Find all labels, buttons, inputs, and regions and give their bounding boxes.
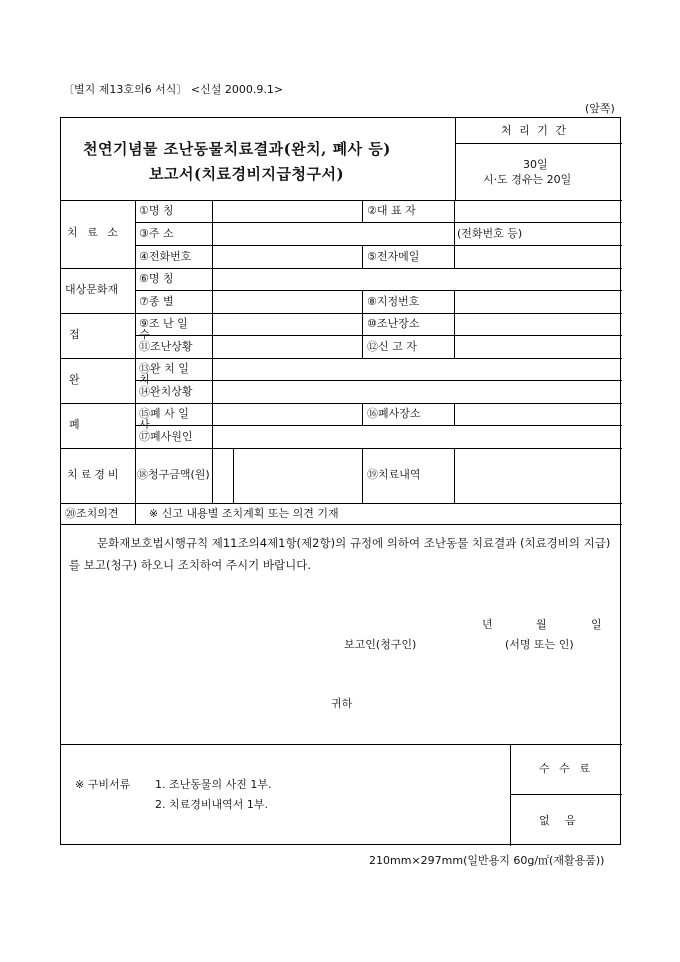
- field-treatment-details: ⑲치료내역: [367, 468, 421, 481]
- field-heritage-name: ⑥명 칭: [139, 272, 174, 285]
- section-target-heritage: 대상문화재: [65, 283, 119, 296]
- date-year: 년: [482, 618, 493, 631]
- field-death-date: ⑮폐 사 일: [139, 407, 189, 420]
- field-clinic-name: ①명 칭: [139, 204, 174, 217]
- form-title-line1: 천연기념물 조난동물치료결과(완치, 폐사 등): [83, 140, 391, 158]
- field-reporter: ⑫신 고 자: [367, 340, 417, 353]
- field-opinion-note: ※ 신고 내용별 조치계획 또는 의견 기재: [149, 507, 339, 520]
- form-title-line2: 보고서(치료경비지급청구서): [149, 165, 345, 183]
- field-phone: ④전화번호: [139, 250, 192, 263]
- attachment-item-photo: 1. 조난동물의 사진 1부.: [155, 778, 272, 791]
- section-reception: 접 수: [69, 328, 178, 341]
- paper-spec: 210mm×297mm(일반용지 60g/㎡(재활용품)): [369, 854, 605, 867]
- field-address-note: (전화번호 등): [457, 227, 523, 240]
- section-death: 폐 사: [69, 418, 178, 431]
- field-distress-situation: ⑪조난상황: [139, 340, 193, 353]
- report-form: [60, 117, 621, 845]
- page-side-label: (앞쪽): [585, 102, 615, 115]
- field-designation-number: ⑧지정번호: [367, 295, 420, 308]
- attachments-label: ※ 구비서류: [75, 778, 131, 791]
- processing-note: 시·도 경유는 20일: [483, 173, 572, 186]
- reporter-label: 보고인(청구인): [344, 638, 417, 651]
- fee-label: 수 수 료: [539, 762, 593, 775]
- field-claim-amount: ⑱청구금액(원): [137, 468, 210, 481]
- field-distress-place: ⑩조난장소: [367, 317, 420, 330]
- processing-period-label: 처 리 기 간: [501, 124, 568, 137]
- date-day: 일: [591, 618, 602, 631]
- field-email: ⑤전자메일: [367, 250, 420, 263]
- section-clinic: 치 료 소: [67, 226, 121, 239]
- statement-text: 문화재보호법시행규칙 제11조의4제1항(제2항)의 규정에 의하여 조난동물 치료결과 (치료경비의 지급)를 보고(청구) 하오니 조치하여 주시기 바랍니다.: [69, 536, 611, 572]
- section-treatment-cost: 치료경비: [67, 468, 122, 481]
- processing-days: 30일: [523, 158, 548, 171]
- field-death-cause: ⑰폐사원인: [139, 430, 193, 443]
- field-address: ③주 소: [139, 227, 174, 240]
- fee-value: 없 음: [539, 814, 582, 827]
- field-distress-date: ⑨조 난 일: [139, 317, 188, 330]
- date-month: 월: [536, 618, 547, 631]
- recipient-label: 귀하: [331, 697, 353, 710]
- section-cured: 완 치: [69, 373, 178, 386]
- signature-label: (서명 또는 인): [505, 638, 574, 651]
- attachment-item-cost-details: 2. 치료경비내역서 1부.: [155, 798, 268, 811]
- section-action-opinion: ⑳조치의견: [65, 507, 119, 520]
- form-number: 〔별지 제13호의6 서식〕 <신설 2000.9.1>: [63, 83, 284, 96]
- field-representative: ②대 표 자: [367, 204, 416, 217]
- field-cure-situation: ⑭완치상황: [139, 385, 193, 398]
- field-cure-date: ⑬완 치 일: [139, 362, 189, 375]
- field-heritage-type: ⑦종 별: [139, 295, 174, 308]
- field-death-place: ⑯폐사장소: [367, 407, 421, 420]
